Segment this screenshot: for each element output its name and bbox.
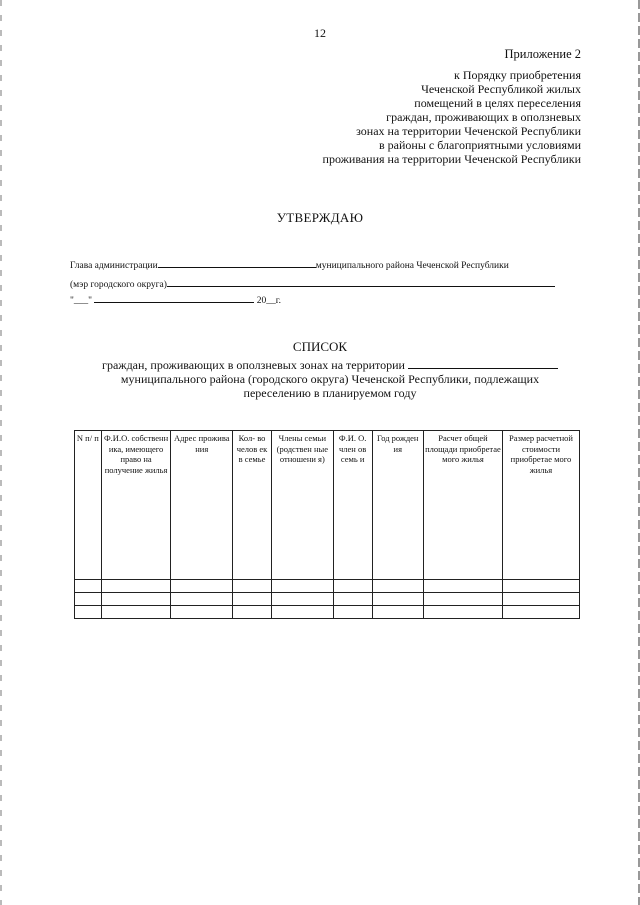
mayor-blank[interactable] (167, 277, 555, 287)
table-cell[interactable] (171, 593, 233, 606)
date-year-field[interactable]: 20__г. (256, 296, 281, 306)
col-header-family-count: Кол- во челов ек в семье (233, 431, 272, 580)
table-row (75, 593, 580, 606)
appendix-line: в районы с благоприятными условиями (378, 138, 581, 152)
col-header-cost-calc: Размер расчетной стоимости приобретае мого жилья (502, 431, 579, 580)
table-cell[interactable] (423, 593, 502, 606)
table-cell[interactable] (101, 593, 171, 606)
table-cell[interactable] (272, 606, 334, 619)
table-cell[interactable] (75, 606, 102, 619)
col-header-birth-year: Год рожден ия (372, 431, 423, 580)
table-cell[interactable] (423, 580, 502, 593)
appendix-line: зонах на территории Чеченской Республики (356, 124, 581, 138)
appendix-line: помещений в целях переселения (414, 96, 581, 110)
table-cell[interactable] (101, 606, 171, 619)
table-cell[interactable] (75, 580, 102, 593)
table-cell[interactable] (333, 593, 372, 606)
table-cell[interactable] (101, 580, 171, 593)
appendix-title: Приложение 2 (504, 47, 581, 61)
list-desc-line2: муниципального района (городского округа) Чеченской Республики, подлежащих (120, 372, 540, 386)
table-cell[interactable] (233, 606, 272, 619)
date-month-blank[interactable] (94, 293, 254, 303)
list-desc-line3: переселению в планируемом году (243, 386, 417, 400)
appendix-line: Чеченской Республикой жилых (421, 82, 581, 96)
municipal-district-label: муниципального района Чеченской Республики (315, 261, 509, 271)
approval-heading: УТВЕРЖДАЮ (276, 210, 364, 225)
table-cell[interactable] (333, 580, 372, 593)
col-header-number: N п/ п (75, 431, 102, 580)
head-of-admin-blank[interactable] (158, 258, 316, 268)
table-cell[interactable] (423, 606, 502, 619)
table-cell[interactable] (502, 593, 579, 606)
table-row (75, 580, 580, 593)
head-of-admin-label: Глава администрации (70, 261, 158, 271)
col-header-members-name: Ф.И. О. член ов семь и (333, 431, 372, 580)
appendix-line: к Порядку приобретения (454, 68, 581, 82)
col-header-family-members: Члены семьи (родствен ные отношени я) (272, 431, 334, 580)
appendix-subtitle (323, 68, 581, 166)
mayor-label: (мэр городского округа) (70, 280, 167, 290)
table-cell[interactable] (372, 593, 423, 606)
table-cell[interactable] (372, 606, 423, 619)
table-cell[interactable] (372, 580, 423, 593)
table-cell[interactable] (75, 593, 102, 606)
mayor-line (70, 277, 555, 290)
residents-table (74, 430, 580, 619)
list-title: СПИСОК (292, 339, 348, 354)
table-cell[interactable] (233, 593, 272, 606)
table-cell[interactable] (333, 606, 372, 619)
table-cell[interactable] (502, 606, 579, 619)
table-cell[interactable] (233, 580, 272, 593)
left-scan-edge (0, 0, 2, 905)
list-description (70, 358, 590, 400)
table-cell[interactable] (502, 580, 579, 593)
page-number: 12 (314, 26, 326, 40)
date-day-field[interactable]: "___" (70, 296, 93, 306)
col-header-owner-name: Ф.И.О. собственн ика, имеющего право на получение жилья (101, 431, 171, 580)
table-cell[interactable] (171, 606, 233, 619)
table-cell[interactable] (272, 593, 334, 606)
table-cell[interactable] (272, 580, 334, 593)
date-line (70, 293, 281, 306)
territory-blank[interactable] (408, 358, 558, 369)
col-header-area-calc: Расчет общей площади приобретае мого жилья (423, 431, 502, 580)
appendix-line: граждан, проживающих в оползневых (386, 110, 581, 124)
table-row (75, 606, 580, 619)
list-desc-line1: граждан, проживающих в оползневых зонах на территории (102, 358, 405, 372)
col-header-address: Адрес прожива ния (171, 431, 233, 580)
appendix-line: проживания на территории Чеченской Республики (322, 152, 581, 166)
head-of-admin-line (70, 258, 509, 271)
table-header-row (75, 431, 580, 580)
table-cell[interactable] (171, 580, 233, 593)
